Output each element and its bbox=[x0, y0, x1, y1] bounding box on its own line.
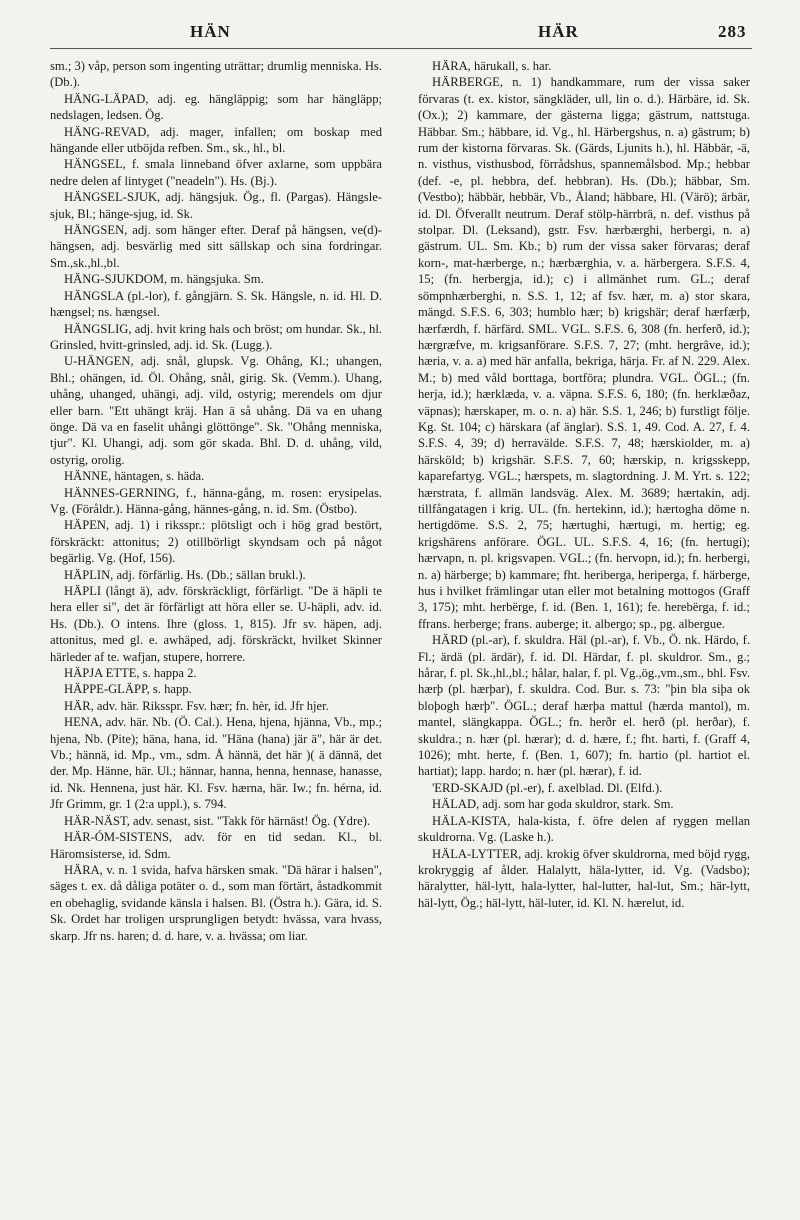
dictionary-entry: HÄPLI (långt ä), adv. förskräckligt, förfärligt. "De ä häpli te hera eller si", det är förfärligt att höra eller se. U-häpli, adv. id. Hs. (Db.). O intens. Ihre (gloss. 1, 815). Jfr sv. häpen, adj. attonitus, med gl. e. awhäped, adj. förskräckt, hvilket Skinner härleder af te. wafjan, stupere, horrere. bbox=[50, 584, 382, 664]
dictionary-entry: HÄNGSLIG, adj. hvit kring hals och bröst; om hundar. Sk., hl. Grinsled, hvitt-grinsled, adj. id. Sk. (Lugg.). bbox=[50, 321, 382, 352]
dictionary-entry: HÄLA-LYTTER, adj. krokig öfver skuldrorna, med böjd rygg, krokryggig af ålder. Halalytt, häla-lytter, id. Vg. (Vadsbo); häralytter, häl-lytt, hala-lytter, hal-lutter, hal-lut, Sm.; här-lytt, häl-lytt, Ög.; häl-lytt, häl-luter, id. Kl. N. hærelut, id. bbox=[418, 846, 750, 910]
dictionary-entry: HÄNG-SJUKDOM, m. hängsjuka. Sm. bbox=[64, 272, 264, 287]
dictionary-entry: HÄNGSEL, f. smala linneband öfver axlarne, som uppbära nedre delen af lintyget ("neadeln"). Hs. (Bj.). bbox=[50, 157, 382, 188]
dictionary-entry: HÄR, adv. här. Riksspr. Fsv. hær; fn. hèr, id. Jfr hjer. bbox=[64, 698, 329, 713]
dictionary-entry: sm.; 3) våp, person som ingenting uträttar; drumlig menniska. Hs. (Db.). bbox=[50, 59, 382, 90]
dictionary-entry: 'ERD-SKAJD (pl.-er), f. axelblad. Dl. (Elfd.). bbox=[432, 780, 663, 795]
running-head-right: HÄR bbox=[538, 22, 579, 41]
dictionary-entry: HÄRA, härukall, s. har. bbox=[432, 59, 552, 73]
dictionary-entry: HÄPPE-GLÄPP, s. happ. bbox=[64, 682, 192, 697]
left-column bbox=[50, 58, 382, 1168]
right-column bbox=[418, 58, 750, 1168]
dictionary-entry: HÄRA, v. n. 1 svida, hafva härsken smak. "Dä härar i halsen", säges t. ex. då dåliga potäter o. d., som man förtärt, åstadkommit en obehaglig, svidande känsla i halsen. Bl. (Östra h.). Gära, id. S. Sk. Ordet har troligen ursprungligen betydt: hvässa, vara hvass, skarp. Jfr ns. haren; d. d. hare, v. a. hvässa; om liar. bbox=[50, 862, 382, 943]
dictionary-entry: HÄNG-REVAD, adj. mager, infallen; om boskap med hängande eller utböjda refben. Sm., sk., hl., bl. bbox=[50, 124, 382, 156]
dictionary-entry: HÄPJA ETTE, s. happa 2. bbox=[64, 666, 197, 681]
dictionary-entry: HÄNNES-GERNING, f., hänna-gång, m. rosen: erysipelas. Vg. (Föråldr.). Hänna-gång, hännes-gång, n. id. Sm. (Östbo). bbox=[50, 485, 382, 516]
dictionary-entry: HÄPLIN, adj. förfärlig. Hs. (Db.; sällan brukl.). bbox=[64, 567, 306, 582]
dictionary-entry: HÄR-ÓM-SISTENS, adv. för en tid sedan. Kl., bl. Häromsisterse, id. Sdm. bbox=[50, 830, 382, 861]
dictionary-entry: HÄNNE, häntagen, s. häda. bbox=[64, 469, 205, 484]
dictionary-entry: HÄRD (pl.-ar), f. skuldra. Häl (pl.-ar), f. Vb., Ö. nk. Härdo, f. Fl.; ärdä (pl. ärdär), f. id. Dl. Härdar, f. pl. skuldror. Sm., g.; hårar, f. pl. Sk.,hl.,bl.; hålar, halar, f. pl. Vg.,ög.,vm.,sm., bhl. Fsv. hærþ (pl. hærþar), f. skuldra. Cod. Bur. s. 73: "þin bla siþa ok bloþogh hærþ". ÖGL.; deraf hærþa mattul (hærda mantol), m. mantel, slängkappa. ÖGL.; fn. herðr el. herð (pl. herðar), f. skuldra.; n. hær (pl. hærar); d. d. hære, f.; fht. harti, f. (Graff 4, 1026); mht. herte, f. (Ben. 1, 607); fn. hartio (pl. hartiot el. hartiat); lapp. hardo; n. hær (pl. hærar), f. id. bbox=[418, 633, 750, 779]
dictionary-entry: HÄNGSEL-SJUK, adj. hängsjuk. Ög., fl. (Pargas). Hängsle-sjuk, Bl.; hänge-sjug, id. Sk. bbox=[50, 190, 382, 221]
dictionary-entry: HÄRBERGE, n. 1) handkammare, rum der vissa saker förvaras (t. ex. kistor, sängkläder, ull, lin o. d.). Härbäre, id. Sk. (Ox.); 2) kammare, der gästerna ligga; gästrum, nattstuga. Häbbar. Sm.; häbbare, id. Vg., hl. Härbergshus, n. a) gästrum; b) rum der kistorna förvaras. Sk. (Gärds, Ljunits h.), hl. Häbbär, -ä, n. visthus, visthusbod, förrådshus, spannemålsbod. Mp.; hebbar (def. -e, pl. hebbra, def. hebbran). Hs. (Db.); häbbar, Sm. (Vestbo); häbbär, hebbär, Vb., Åland; häbbare, Hl. (Värö); ärbär, id. Dl. Öfverallt neutrum. Deraf stölp-härrbrä, n. def. visthus på stolpar. Dl. (Leksand), gstr. Fsv. hærbærghi, herbergi, n. a) gästrum. UL. Sm. Kb.; b) rum der vissa saker förvaras; deraf korn-, mat-hærberge, n.; hærbærghia, v. a. härbergera. S.F.S. 4, 15; (fn. herbergja, id.); c) i allmänhet rum. GL.; deraf sömpnhærberghi, n. S.S. 1, 12; af fsv. hær, m. a) stor skara, mängd. S.F.S. 6, 303; humblo hær; b) krigshär; deraf hærfærþ, hærfærdh, f. härfärd. SML. VGL. S.F.S. 6, 308 (fn. herferð, id.); hærgræfve, m. krigsanförare. S.F.S. 7, 27; (mht. hergrâve, id.); hæria, v. a. a) med här anfalla, bekriga, härja. Fr. af N. 229. Alex. M.; b) med våld borttaga, bortföra; plundra. VGL. ÖGL.; (fn. herja, id.); hærklæda, v. a. väpna. S.F.S. 6, 180; (fn. herklæðaz, väpnas); hærskaper, m. o. n. a) här. S.S. 1, 246; b) furstligt följe. Kg. St. 104; c) härskara (af änglar). S.S. 1, 49. Cod. A. 27, f. 4. S.F.S. 4, 39; d) herravälde. S.F.S. 7, 48; hærskiolder, m. a) härsköld; b) krigshär. S.F.S. 7, 60; hærskip, n. krigsskepp, kaparefartyg. VGL.; hærspets, m. slagtordning. J. M. Yrt. s. 122; hærstrata, f. allmän landsväg. Alex. M. 3689; hærtakin, adj. tillfångatagen i krig. UL. (fn. hertekinn, id.); hærtogha döme n. hertigdöme. S.S. 2, 75; hærtughi, hærtugi, m. hertig; eg. krigshärens anförare. ÖGL. UL. S.F.S. 4, 16; (fn. hertugi); hærvapn, n. pl. krigsvapen. VGL.; (fn. hervopn, id.); fn. herbergi, n. a) härberge; b) kammare; fht. heriberga, heriperga, f. härberge, hus i hvilket främlingar utan eller mot betalning mottogos (Graff 3, 175); mht. herbërge, f. id. (Ben. 1, 161); fe. herebërga, f. id.; ffrans. herberge; frans. auberge; it. albergo; sp., pg. albergue. bbox=[418, 75, 750, 631]
page-number: 283 bbox=[718, 22, 747, 41]
dictionary-entry: HÄR-NÄST, adv. senast, sist. "Takk för härnäst! Ög. (Ydre). bbox=[64, 813, 371, 828]
dictionary-entry: HÄPEN, adj. 1) i riksspr.: plötsligt och i hög grad bestört, förskräckt: attonitus; 2) otillbörligt skyndsam och på något begärlig. Vg. (Hof, 156). bbox=[50, 518, 382, 566]
dictionary-entry: U-HÄNGEN, adj. snål, glupsk. Vg. Ohång, Kl.; uhangen, Bhl.; ohängen, id. Öl. Ohång, snål, girig. Sk. (Vemm.). Uhang, uhång, uhanged, uhängi, adj. vild, ostyrig; merendels om djur eller barn. "Ett uhängt kräj. Han ä så uhång. Dä va en uhang önge. Dä va en faselit uhångi glöttönge". Sk. "Ohång menniska, tjur". Kl. Uhangi, adj. som gör skada. Bhl. D. d. uhång, vild, ostyrig, orolig. bbox=[50, 354, 382, 467]
dictionary-entry: HÄLAD, adj. som har goda skuldror, stark. Sm. bbox=[432, 797, 674, 812]
header-rule bbox=[50, 48, 752, 49]
running-head-left: HÄN bbox=[190, 22, 231, 41]
dictionary-entry: HÄNG-LÄPAD, adj. eg. hängläppig; som har hängläpp; nedslagen, ledsen. Ög. bbox=[50, 91, 382, 123]
dictionary-entry: HENA, adv. här. Nb. (Ö. Cal.). Hena, hjena, hjänna, Vb., mp.; hjena, Nb. (Pite); häna, hana, id. "Häna (hana) jär ä", här är det. Vb.; hännä, id. Mp., vm., sdm. Å hännä, det här )( ä dännä, det der. Mp. Hänne, här. Ul.; hännar, hanna, henna, hennase, hanasse, id. Nk. Hennena, just här. Kl. Fsv. hærna, här. Iw.; fn. hérna, id. Jfr Grimm, gr. 1 (2:a uppl.), s. 794. bbox=[50, 715, 382, 812]
dictionary-entry: HÄLA-KISTA, hala-kista, f. öfre delen af ryggen mellan skuldrorna. Vg. (Laske h.). bbox=[418, 813, 750, 845]
dictionary-entry: HÄNGSEN, adj. som hänger efter. Deraf på hängsen, ve(d)-hängsen, adj. besvärlig med sitt sällskap och sina fordringar. Sm.,sk.,hl.,bl. bbox=[50, 223, 382, 270]
dictionary-entry: HÄNGSLA (pl.-lor), f. gångjärn. S. Sk. Hängsle, n. id. Hl. D. hængsel; ns. hængsel. bbox=[50, 288, 382, 320]
